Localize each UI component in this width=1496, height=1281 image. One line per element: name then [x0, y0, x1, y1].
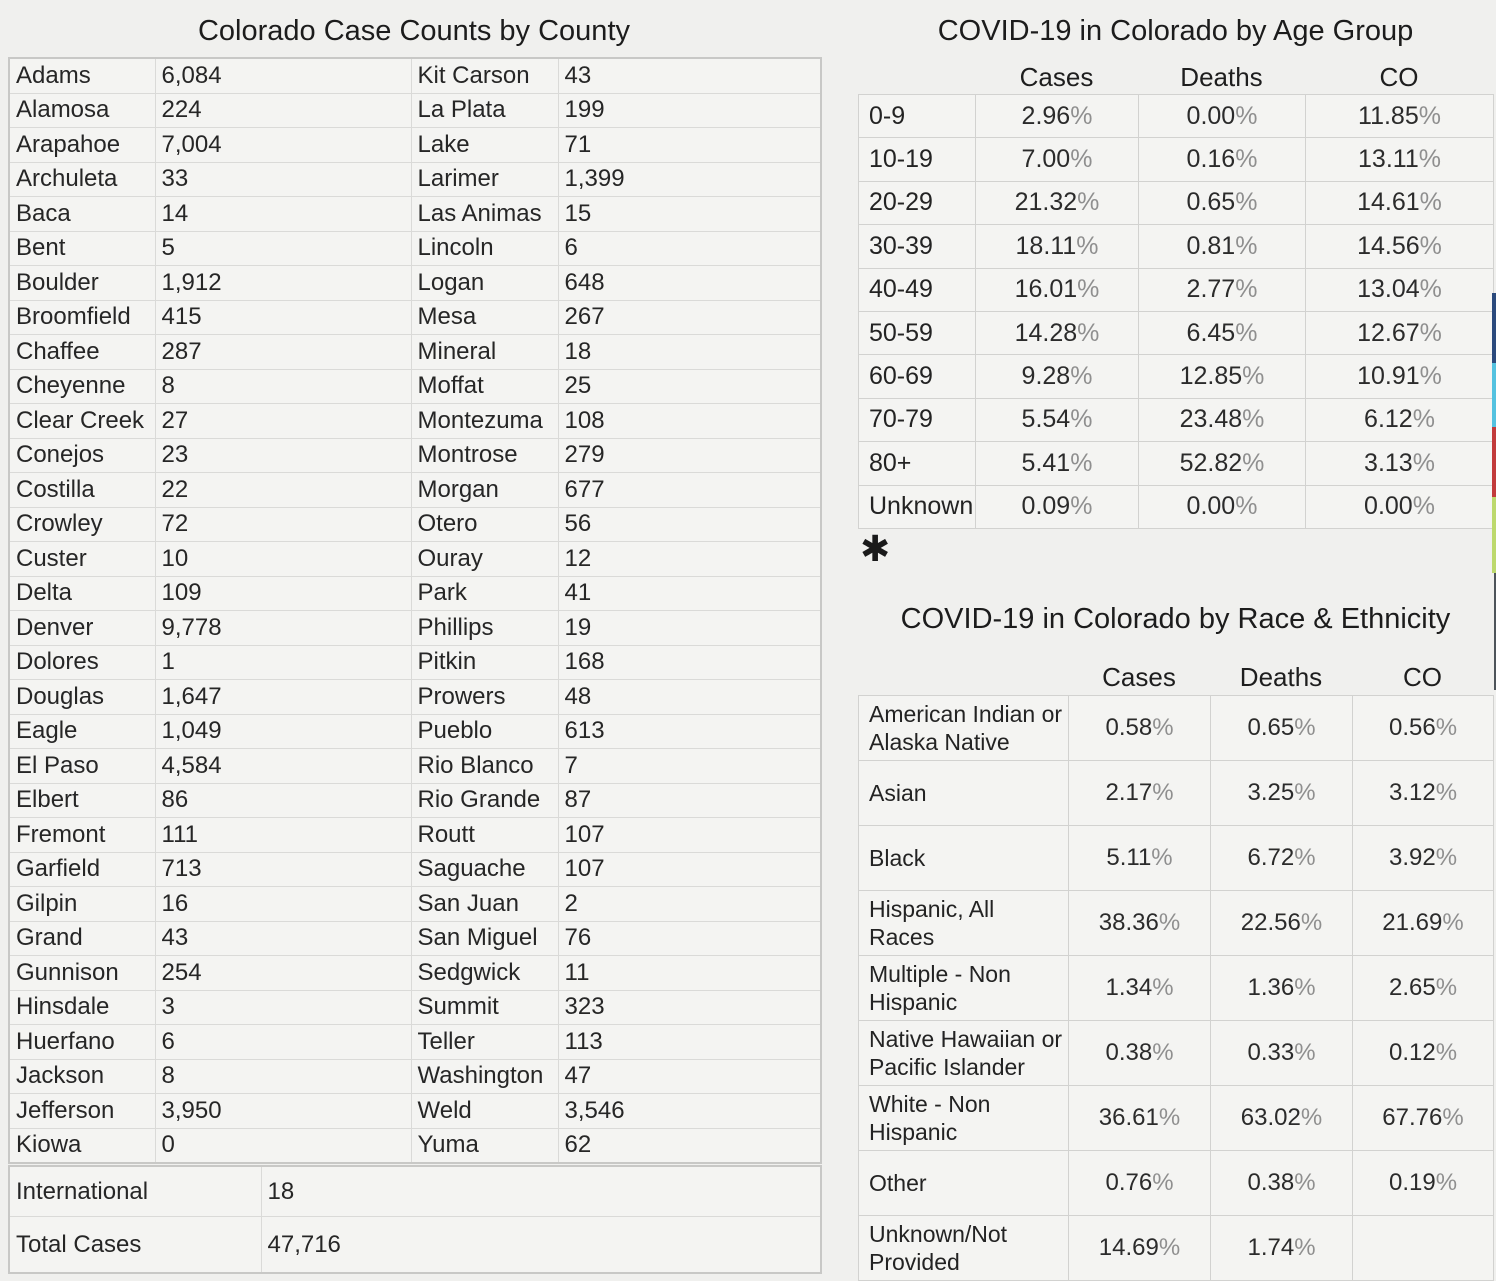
- age-group-cell: Unknown: [859, 485, 976, 528]
- age-table-body: [859, 95, 1494, 529]
- county-value-cell: 43: [558, 58, 821, 93]
- age-cases-cell: 18.11%: [976, 225, 1139, 268]
- county-name-cell: Alamosa: [9, 93, 155, 128]
- race-row: [859, 1021, 1494, 1086]
- county-row: [9, 1025, 821, 1060]
- county-name-cell: Kit Carson: [411, 58, 558, 93]
- county-row: [9, 611, 821, 646]
- county-name-cell: Jefferson: [9, 1094, 155, 1129]
- county-name-cell: Jackson: [9, 1059, 155, 1094]
- age-row: [859, 268, 1494, 311]
- county-row: [9, 956, 821, 991]
- international-value: 18: [261, 1166, 821, 1217]
- county-name-cell: Logan: [411, 266, 558, 301]
- county-value-cell: 1: [155, 645, 411, 680]
- county-value-cell: 6,084: [155, 58, 411, 93]
- county-name-cell: Garfield: [9, 852, 155, 887]
- county-row: [9, 576, 821, 611]
- age-cases-cell: 16.01%: [976, 268, 1139, 311]
- age-co-cell: 13.11%: [1306, 138, 1494, 181]
- county-value-cell: 41: [558, 576, 821, 611]
- county-table-body: [9, 58, 821, 1163]
- race-table-body: [859, 696, 1494, 1281]
- county-value-cell: 71: [558, 128, 821, 163]
- county-row: [9, 852, 821, 887]
- age-row: [859, 138, 1494, 181]
- race-co-cell: 2.65%: [1353, 956, 1494, 1021]
- age-row: [859, 95, 1494, 138]
- county-name-cell: Costilla: [9, 473, 155, 508]
- county-name-cell: Rio Grande: [411, 783, 558, 818]
- county-value-cell: 11: [558, 956, 821, 991]
- county-name-cell: Ouray: [411, 542, 558, 577]
- county-name-cell: Mineral: [411, 335, 558, 370]
- age-deaths-cell: 23.48%: [1139, 398, 1306, 441]
- county-row: [9, 507, 821, 542]
- county-name-cell: Boulder: [9, 266, 155, 301]
- county-row: [9, 714, 821, 749]
- county-value-cell: 86: [155, 783, 411, 818]
- county-row: [9, 1094, 821, 1129]
- total-cases-value: 47,716: [261, 1217, 821, 1274]
- race-row: [859, 1216, 1494, 1281]
- age-group-cell: 50-59: [859, 311, 976, 354]
- age-group-cell: 40-49: [859, 268, 976, 311]
- race-row: [859, 826, 1494, 891]
- age-group-cell: 20-29: [859, 181, 976, 224]
- county-name-cell: Fremont: [9, 818, 155, 853]
- county-table: [8, 57, 822, 1164]
- county-value-cell: 279: [558, 438, 821, 473]
- table-row: [9, 1217, 821, 1274]
- race-cases-cell: 2.17%: [1069, 761, 1211, 826]
- race-cases-cell: 0.76%: [1069, 1151, 1211, 1216]
- race-table-header: [858, 662, 1493, 692]
- age-deaths-cell: 0.16%: [1139, 138, 1306, 181]
- county-name-cell: Teller: [411, 1025, 558, 1060]
- county-value-cell: 1,049: [155, 714, 411, 749]
- age-group-cell: 60-69: [859, 355, 976, 398]
- race-group-cell: Unknown/Not Provided: [859, 1216, 1069, 1281]
- race-group-cell: White - Non Hispanic: [859, 1086, 1069, 1151]
- age-table-header: [858, 62, 1493, 92]
- age-deaths-cell: 0.00%: [1139, 95, 1306, 138]
- county-value-cell: 613: [558, 714, 821, 749]
- race-row: [859, 956, 1494, 1021]
- race-deaths-cell: 22.56%: [1211, 891, 1353, 956]
- age-co-cell: 0.00%: [1306, 485, 1494, 528]
- county-value-cell: 25: [558, 369, 821, 404]
- county-name-cell: Lake: [411, 128, 558, 163]
- county-row: [9, 680, 821, 715]
- race-group-cell: Asian: [859, 761, 1069, 826]
- county-value-cell: 10: [155, 542, 411, 577]
- race-co-cell: 0.19%: [1353, 1151, 1494, 1216]
- age-co-cell: 11.85%: [1306, 95, 1494, 138]
- race-cases-cell: 5.11%: [1069, 826, 1211, 891]
- county-value-cell: 1,912: [155, 266, 411, 301]
- county-name-cell: Broomfield: [9, 300, 155, 335]
- county-name-cell: Park: [411, 576, 558, 611]
- age-cases-cell: 2.96%: [976, 95, 1139, 138]
- county-name-cell: El Paso: [9, 749, 155, 784]
- county-name-cell: Arapahoe: [9, 128, 155, 163]
- age-deaths-cell: 2.77%: [1139, 268, 1306, 311]
- age-row: [859, 442, 1494, 485]
- race-deaths-cell: 63.02%: [1211, 1086, 1353, 1151]
- age-deaths-cell: 0.65%: [1139, 181, 1306, 224]
- county-row: [9, 1059, 821, 1094]
- age-group-cell: 80+: [859, 442, 976, 485]
- county-value-cell: 5: [155, 231, 411, 266]
- county-value-cell: 1,399: [558, 162, 821, 197]
- county-row: [9, 438, 821, 473]
- county-row: [9, 197, 821, 232]
- county-name-cell: Weld: [411, 1094, 558, 1129]
- race-deaths-cell: 6.72%: [1211, 826, 1353, 891]
- county-name-cell: Adams: [9, 58, 155, 93]
- county-value-cell: 8: [155, 369, 411, 404]
- county-row: [9, 300, 821, 335]
- county-name-cell: Clear Creek: [9, 404, 155, 439]
- county-row: [9, 231, 821, 266]
- county-value-cell: 648: [558, 266, 821, 301]
- age-col-spacer: [858, 62, 975, 92]
- county-row: [9, 266, 821, 301]
- county-name-cell: Conejos: [9, 438, 155, 473]
- county-value-cell: 76: [558, 921, 821, 956]
- county-name-cell: Pueblo: [411, 714, 558, 749]
- county-value-cell: 713: [155, 852, 411, 887]
- county-value-cell: 8: [155, 1059, 411, 1094]
- race-co-cell: 0.56%: [1353, 696, 1494, 761]
- county-value-cell: 62: [558, 1128, 821, 1163]
- county-value-cell: 677: [558, 473, 821, 508]
- county-value-cell: 107: [558, 852, 821, 887]
- county-value-cell: 43: [155, 921, 411, 956]
- race-col-cases: Cases: [1102, 662, 1176, 692]
- county-name-cell: Huerfano: [9, 1025, 155, 1060]
- county-value-cell: 6: [155, 1025, 411, 1060]
- county-name-cell: La Plata: [411, 93, 558, 128]
- race-group-cell: American Indian or Alaska Native: [859, 696, 1069, 761]
- age-col-co: CO: [1379, 62, 1419, 92]
- county-value-cell: 15: [558, 197, 821, 232]
- age-row: [859, 398, 1494, 441]
- age-cases-cell: 5.41%: [976, 442, 1139, 485]
- county-value-cell: 7: [558, 749, 821, 784]
- edge-strip-segment: [1492, 293, 1496, 363]
- county-value-cell: 47: [558, 1059, 821, 1094]
- county-table-title: Colorado Case Counts by County: [197, 15, 630, 47]
- county-row: [9, 369, 821, 404]
- edge-strip-segment: [1492, 497, 1496, 573]
- county-value-cell: 87: [558, 783, 821, 818]
- county-row: [9, 818, 821, 853]
- county-name-cell: Las Animas: [411, 197, 558, 232]
- county-name-cell: Mesa: [411, 300, 558, 335]
- county-row: [9, 58, 821, 93]
- race-group-cell: Black: [859, 826, 1069, 891]
- age-deaths-cell: 6.45%: [1139, 311, 1306, 354]
- race-cases-cell: 36.61%: [1069, 1086, 1211, 1151]
- county-name-cell: Larimer: [411, 162, 558, 197]
- age-group-cell: 0-9: [859, 95, 976, 138]
- county-name-cell: Moffat: [411, 369, 558, 404]
- county-name-cell: Summit: [411, 990, 558, 1025]
- county-name-cell: Lincoln: [411, 231, 558, 266]
- county-value-cell: 3,546: [558, 1094, 821, 1129]
- county-name-cell: Custer: [9, 542, 155, 577]
- race-deaths-cell: 0.38%: [1211, 1151, 1353, 1216]
- county-name-cell: San Juan: [411, 887, 558, 922]
- age-cases-cell: 0.09%: [976, 485, 1139, 528]
- county-name-cell: Baca: [9, 197, 155, 232]
- race-group-cell: Other: [859, 1151, 1069, 1216]
- county-row: [9, 749, 821, 784]
- race-co-cell: [1353, 1216, 1494, 1281]
- race-deaths-cell: 1.36%: [1211, 956, 1353, 1021]
- county-value-cell: 4,584: [155, 749, 411, 784]
- county-value-cell: 12: [558, 542, 821, 577]
- international-label: International: [9, 1166, 261, 1217]
- age-co-cell: 6.12%: [1306, 398, 1494, 441]
- age-table-title: COVID-19 in Colorado by Age Group: [937, 15, 1414, 47]
- race-col-co: CO: [1403, 662, 1442, 692]
- age-row: [859, 485, 1494, 528]
- race-row: [859, 1151, 1494, 1216]
- county-name-cell: Otero: [411, 507, 558, 542]
- race-cases-cell: 0.38%: [1069, 1021, 1211, 1086]
- race-col-deaths: Deaths: [1239, 662, 1323, 692]
- county-name-cell: San Miguel: [411, 921, 558, 956]
- county-row: [9, 542, 821, 577]
- county-name-cell: Hinsdale: [9, 990, 155, 1025]
- race-deaths-cell: 3.25%: [1211, 761, 1353, 826]
- age-cases-cell: 9.28%: [976, 355, 1139, 398]
- race-group-cell: Hispanic, All Races: [859, 891, 1069, 956]
- age-row: [859, 355, 1494, 398]
- race-cases-cell: 1.34%: [1069, 956, 1211, 1021]
- county-value-cell: 113: [558, 1025, 821, 1060]
- age-co-cell: 13.04%: [1306, 268, 1494, 311]
- race-ethnicity-section: [858, 588, 1493, 1281]
- race-co-cell: 0.12%: [1353, 1021, 1494, 1086]
- age-group-cell: 70-79: [859, 398, 976, 441]
- age-deaths-cell: 52.82%: [1139, 442, 1306, 485]
- county-name-cell: Archuleta: [9, 162, 155, 197]
- age-deaths-cell: 0.00%: [1139, 485, 1306, 528]
- county-case-counts-section: [8, 0, 820, 1274]
- county-value-cell: 3,950: [155, 1094, 411, 1129]
- age-cases-cell: 21.32%: [976, 181, 1139, 224]
- race-row: [859, 696, 1494, 761]
- race-co-cell: 3.12%: [1353, 761, 1494, 826]
- age-deaths-cell: 12.85%: [1139, 355, 1306, 398]
- county-name-cell: Kiowa: [9, 1128, 155, 1163]
- county-row: [9, 921, 821, 956]
- county-name-cell: Dolores: [9, 645, 155, 680]
- county-value-cell: 168: [558, 645, 821, 680]
- county-value-cell: 19: [558, 611, 821, 646]
- county-row: [9, 473, 821, 508]
- county-row: [9, 335, 821, 370]
- county-row: [9, 645, 821, 680]
- county-row: [9, 162, 821, 197]
- county-value-cell: 323: [558, 990, 821, 1025]
- county-value-cell: 27: [155, 404, 411, 439]
- age-deaths-cell: 0.81%: [1139, 225, 1306, 268]
- age-cases-cell: 5.54%: [976, 398, 1139, 441]
- county-name-cell: Phillips: [411, 611, 558, 646]
- county-value-cell: 287: [155, 335, 411, 370]
- county-name-cell: Elbert: [9, 783, 155, 818]
- county-value-cell: 0: [155, 1128, 411, 1163]
- age-row: [859, 181, 1494, 224]
- county-name-cell: Routt: [411, 818, 558, 853]
- county-row: [9, 404, 821, 439]
- county-value-cell: 7,004: [155, 128, 411, 163]
- age-cases-cell: 7.00%: [976, 138, 1139, 181]
- edge-strip-segment: [1492, 427, 1496, 497]
- county-value-cell: 18: [558, 335, 821, 370]
- race-cases-cell: 14.69%: [1069, 1216, 1211, 1281]
- age-row: [859, 311, 1494, 354]
- county-name-cell: Crowley: [9, 507, 155, 542]
- county-value-cell: 111: [155, 818, 411, 853]
- county-name-cell: Denver: [9, 611, 155, 646]
- county-value-cell: 9,778: [155, 611, 411, 646]
- race-row: [859, 1086, 1494, 1151]
- county-name-cell: Eagle: [9, 714, 155, 749]
- race-row: [859, 761, 1494, 826]
- county-name-cell: Sedgwick: [411, 956, 558, 991]
- county-name-cell: Montrose: [411, 438, 558, 473]
- total-cases-label: Total Cases: [9, 1217, 261, 1274]
- county-name-cell: Montezuma: [411, 404, 558, 439]
- county-value-cell: 33: [155, 162, 411, 197]
- county-value-cell: 1,647: [155, 680, 411, 715]
- age-co-cell: 14.61%: [1306, 181, 1494, 224]
- county-row: [9, 128, 821, 163]
- county-name-cell: Chaffee: [9, 335, 155, 370]
- county-name-cell: Delta: [9, 576, 155, 611]
- county-row: [9, 887, 821, 922]
- race-co-cell: 21.69%: [1353, 891, 1494, 956]
- county-value-cell: 107: [558, 818, 821, 853]
- county-row: [9, 1128, 821, 1163]
- county-name-cell: Morgan: [411, 473, 558, 508]
- county-value-cell: 199: [558, 93, 821, 128]
- county-name-cell: Douglas: [9, 680, 155, 715]
- county-value-cell: 108: [558, 404, 821, 439]
- county-value-cell: 72: [155, 507, 411, 542]
- county-value-cell: 23: [155, 438, 411, 473]
- county-name-cell: Saguache: [411, 852, 558, 887]
- county-name-cell: Grand: [9, 921, 155, 956]
- race-deaths-cell: 1.74%: [1211, 1216, 1353, 1281]
- age-row: [859, 225, 1494, 268]
- clipped-chart-edge: [1492, 293, 1496, 690]
- county-value-cell: 254: [155, 956, 411, 991]
- county-row: [9, 990, 821, 1025]
- county-name-cell: Bent: [9, 231, 155, 266]
- county-value-cell: 109: [155, 576, 411, 611]
- age-group-cell: 10-19: [859, 138, 976, 181]
- county-value-cell: 3: [155, 990, 411, 1025]
- county-name-cell: Gunnison: [9, 956, 155, 991]
- county-name-cell: Pitkin: [411, 645, 558, 680]
- county-value-cell: 56: [558, 507, 821, 542]
- race-cases-cell: 38.36%: [1069, 891, 1211, 956]
- age-co-cell: 3.13%: [1306, 442, 1494, 485]
- age-table: [858, 94, 1494, 529]
- footnote-asterisk: ✱: [860, 529, 891, 570]
- county-value-cell: 16: [155, 887, 411, 922]
- county-value-cell: 14: [155, 197, 411, 232]
- race-co-cell: 3.92%: [1353, 826, 1494, 891]
- county-name-cell: Prowers: [411, 680, 558, 715]
- age-col-cases: Cases: [1019, 62, 1094, 92]
- age-group-section: [858, 0, 1493, 529]
- edge-strip-segment: [1492, 363, 1496, 427]
- county-value-cell: 6: [558, 231, 821, 266]
- age-col-deaths: Deaths: [1180, 62, 1263, 92]
- race-table-title: COVID-19 in Colorado by Race & Ethnicity: [900, 603, 1451, 635]
- race-row: [859, 891, 1494, 956]
- county-value-cell: 48: [558, 680, 821, 715]
- race-deaths-cell: 0.65%: [1211, 696, 1353, 761]
- age-cases-cell: 14.28%: [976, 311, 1139, 354]
- county-row: [9, 783, 821, 818]
- race-group-cell: Native Hawaiian or Pacific Islander: [859, 1021, 1069, 1086]
- county-value-cell: 267: [558, 300, 821, 335]
- county-name-cell: Rio Blanco: [411, 749, 558, 784]
- race-deaths-cell: 0.33%: [1211, 1021, 1353, 1086]
- age-co-cell: 12.67%: [1306, 311, 1494, 354]
- race-col-spacer: [858, 662, 1068, 692]
- county-name-cell: Cheyenne: [9, 369, 155, 404]
- race-group-cell: Multiple - Non Hispanic: [859, 956, 1069, 1021]
- county-row: [9, 93, 821, 128]
- age-co-cell: 14.56%: [1306, 225, 1494, 268]
- race-cases-cell: 0.58%: [1069, 696, 1211, 761]
- race-table: [858, 695, 1494, 1281]
- county-name-cell: Yuma: [411, 1128, 558, 1163]
- county-name-cell: Washington: [411, 1059, 558, 1094]
- table-row: [9, 1166, 821, 1217]
- county-value-cell: 22: [155, 473, 411, 508]
- age-group-cell: 30-39: [859, 225, 976, 268]
- county-value-cell: 224: [155, 93, 411, 128]
- race-co-cell: 67.76%: [1353, 1086, 1494, 1151]
- age-co-cell: 10.91%: [1306, 355, 1494, 398]
- county-totals-table: [8, 1165, 822, 1274]
- county-value-cell: 415: [155, 300, 411, 335]
- county-name-cell: Gilpin: [9, 887, 155, 922]
- county-value-cell: 2: [558, 887, 821, 922]
